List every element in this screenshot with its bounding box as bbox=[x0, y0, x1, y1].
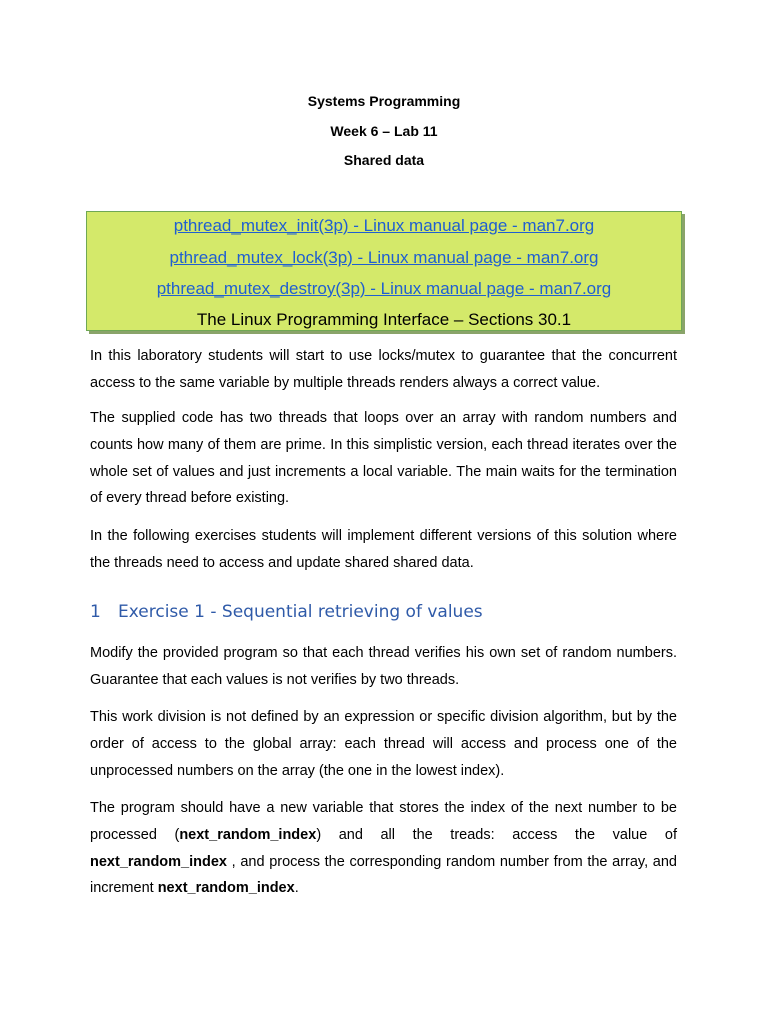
p3-text-d: . bbox=[294, 880, 299, 897]
intro-paragraph-3: In the following exercises students will implement different versions of this solution where the threads need to access and update shared shared data. bbox=[90, 528, 677, 571]
var-next-random-index-3: next_random_index bbox=[157, 880, 295, 897]
section-1-paragraph-3 bbox=[90, 795, 677, 902]
section-1-paragraph-1: Modify the provided program so that each thread verifies his own set of random numbers. Guarantee that each values is not verifies by two threads. bbox=[90, 645, 677, 688]
title-block bbox=[0, 90, 768, 179]
link-pthread-mutex-lock[interactable]: pthread_mutex_lock(3p) - Linux manual page - man7.org bbox=[169, 247, 599, 267]
p3-text-c: , and process the corresponding random number from the array, and increment bbox=[90, 853, 677, 897]
course-title: Systems Programming bbox=[307, 93, 461, 109]
var-next-random-index-1: next_random_index bbox=[179, 826, 317, 843]
p3-text-b: ) and all the treads: access the value of bbox=[316, 826, 677, 843]
section-1-title: Exercise 1 - Sequential retrieving of values bbox=[118, 602, 483, 622]
book-reference: The Linux Programming Interface – Sections 30.1 bbox=[196, 309, 572, 329]
section-1-number: 1 bbox=[90, 602, 101, 622]
section-1-paragraph-2: This work division is not defined by an expression or specific division algorithm, but by the order of access to the global array: each thread will access and process one of the unprocessed numbers on the array (the one in the lowest index). bbox=[90, 709, 677, 779]
link-pthread-mutex-destroy[interactable]: pthread_mutex_destroy(3p) - Linux manual page - man7.org bbox=[156, 279, 612, 298]
references-box bbox=[86, 211, 682, 331]
intro-paragraph-1: In this laboratory students will start to use locks/mutex to guarantee that the concurrent access to the same variable by multiple threads renders always a correct value. bbox=[90, 348, 677, 391]
topic-title: Shared data bbox=[343, 152, 425, 168]
week-lab-title: Week 6 – Lab 11 bbox=[330, 122, 438, 139]
link-pthread-mutex-init[interactable]: pthread_mutex_init(3p) - Linux manual page - man7.org bbox=[173, 216, 595, 235]
var-next-random-index-2: next_random_index bbox=[90, 853, 227, 870]
p3-text-a: The program should have a new variable that stores the index of the next number to be processed ( bbox=[90, 800, 677, 843]
section-1-heading bbox=[90, 602, 483, 622]
intro-paragraph-2: The supplied code has two threads that loops over an array with random numbers and counts how many of them are prime. In this simplistic version, each thread iterates over the whole set of values and just increments a local variable. The main waits for the termination of every thread before existing. bbox=[90, 410, 677, 507]
